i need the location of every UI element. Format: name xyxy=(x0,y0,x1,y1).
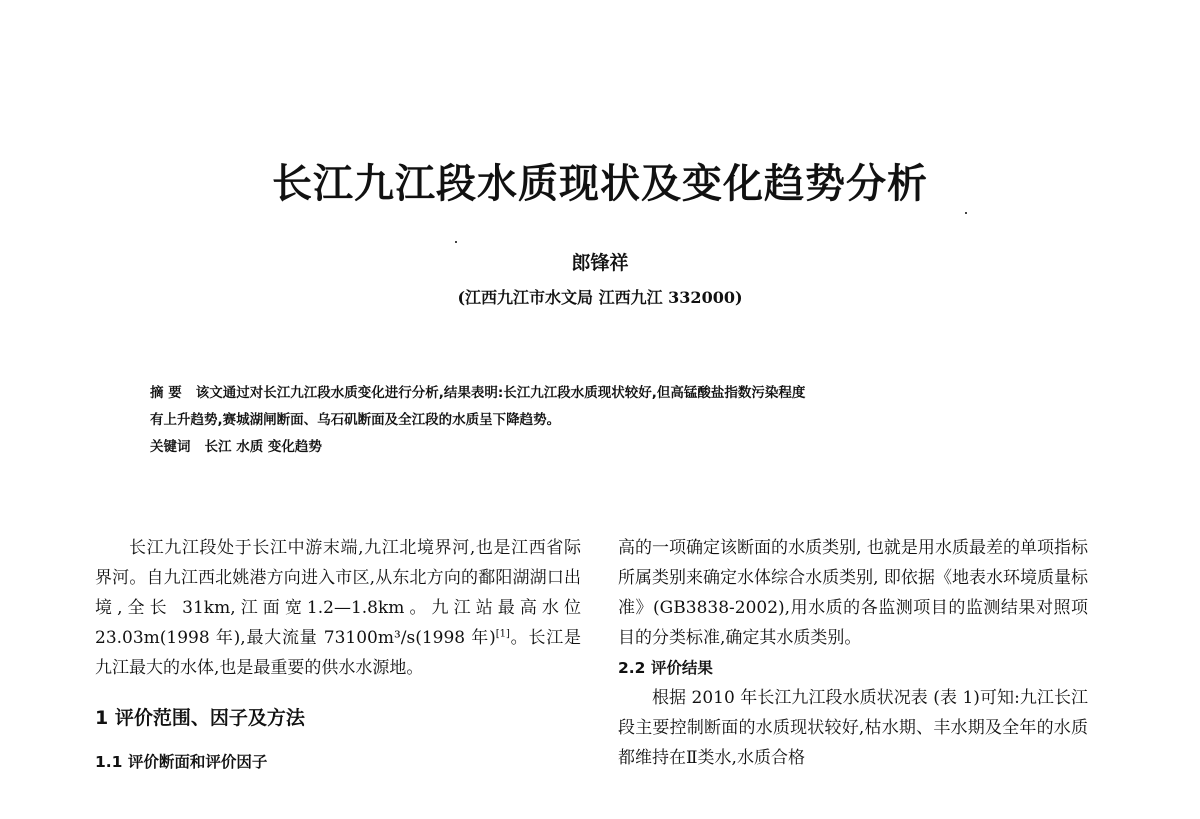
citation-ref: [1] xyxy=(495,628,510,640)
author-name: 郎锋祥 xyxy=(571,252,629,274)
abstract-text-1: 该文通过对长江九江段水质变化进行分析,结果表明:长江九江段水质现状较好,但高锰酸盐指数污染程度 xyxy=(195,385,806,401)
scan-speck xyxy=(455,241,457,243)
intro-text-end: 。长江是九江最大的水体,也是最重要的供水水源地。 xyxy=(95,628,582,678)
left-column xyxy=(95,533,581,777)
keywords-label: 关键词 xyxy=(150,439,191,455)
keywords-line xyxy=(150,434,1070,461)
section-heading-1-1: 1.1 评价断面和评价因子 xyxy=(95,753,268,771)
keywords-text: 长江 水质 变化趋势 xyxy=(204,439,322,455)
method-paragraph: 高的一项确定该断面的水质类别, 也就是用水质最差的单项指标所属类别来确定水体综合水质类别, 即依据《地表水环境质量标准》(GB3838-2002),用水质的各监测项目的监测结果对照项目的分类标准,确定其水质类别。 xyxy=(618,538,1088,648)
abstract-line-1 xyxy=(150,380,1070,407)
abstract-text-2: 有上升趋势,赛城湖闸断面、乌石矶断面及全江段的水质呈下降趋势。 xyxy=(150,412,561,428)
section-heading-2-2: 2.2 评价结果 xyxy=(618,659,713,677)
intro-text: 长江九江段处于长江中游末端,九江北境界河,也是江西省际界河。自九江西北姚港方向进入市区,从东北方向的鄱阳湖湖口出境,全长 31km,江面宽1.2—1.8km。九江站最高水位 23.03m(1998 年),最大流量 73100m³/s(1998 年) xyxy=(95,538,581,648)
scan-speck xyxy=(965,212,967,214)
abstract-label: 摘 要 xyxy=(150,385,182,401)
author-affiliation: (江西九江市水文局 江西九江 332000) xyxy=(457,288,743,307)
right-column xyxy=(618,533,1088,773)
abstract-block xyxy=(150,380,1070,461)
section-heading-1: 1 评价范围、因子及方法 xyxy=(95,707,305,729)
paper-title: 长江九江段水质现状及变化趋势分析 xyxy=(272,160,928,207)
intro-paragraph xyxy=(95,533,581,683)
results-paragraph: 根据 2010 年长江九江段水质状况表 (表 1)可知:九江长江段主要控制断面的水质现状较好,枯水期、丰水期及全年的水质都维持在Ⅱ类水,水质合格 xyxy=(618,688,1088,768)
